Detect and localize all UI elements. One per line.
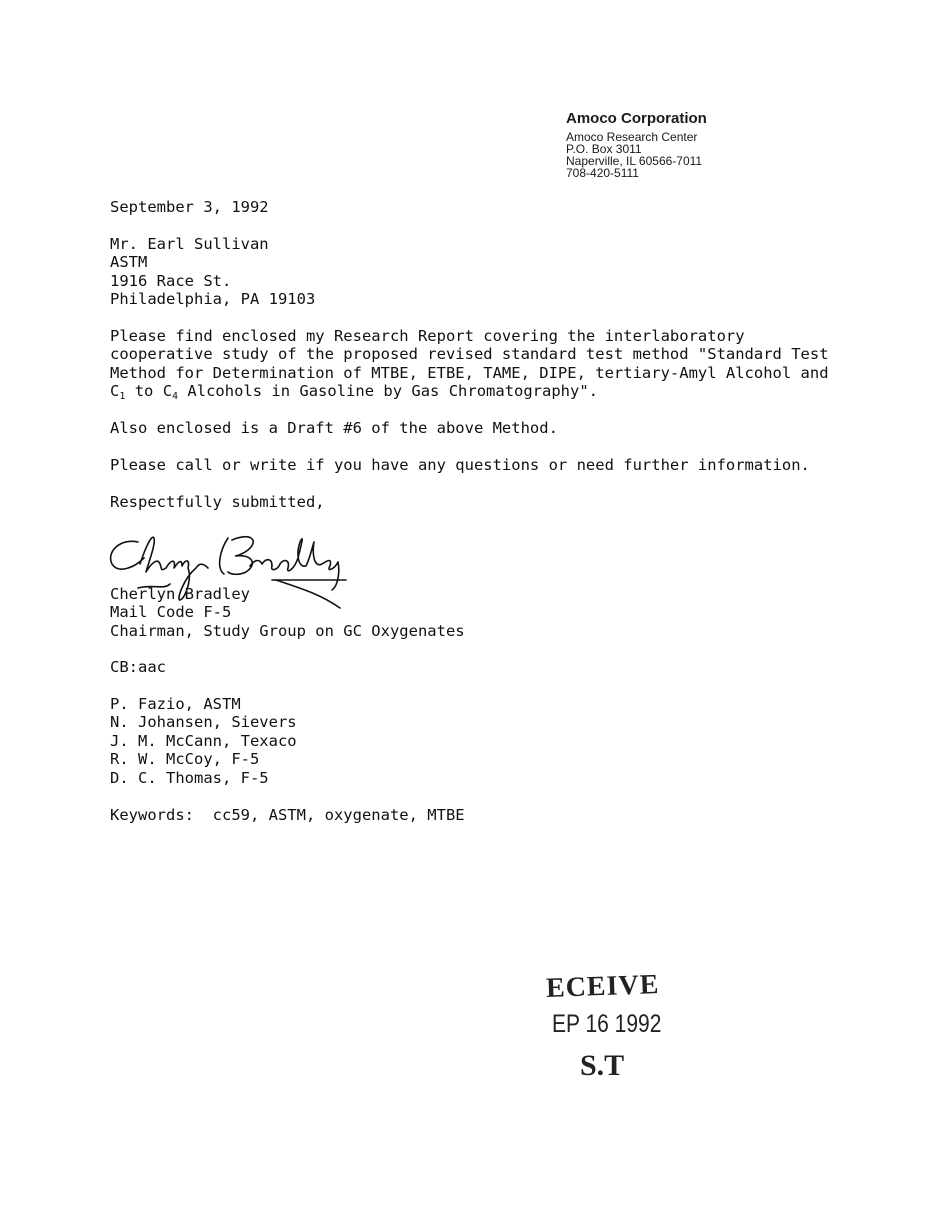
cc-item: N. Johansen, Sievers bbox=[110, 713, 297, 732]
closing: Respectfully submitted, bbox=[110, 493, 325, 511]
letter-date: September 3, 1992 bbox=[110, 198, 269, 216]
keywords: Keywords: cc59, ASTM, oxygenate, MTBE bbox=[110, 806, 465, 824]
to-c4-text: to C bbox=[125, 382, 173, 401]
body-paragraph-1 bbox=[110, 327, 850, 401]
letterhead-address-line: Amoco Research Center bbox=[566, 130, 698, 144]
sender-title: Chairman, Study Group on GC Oxygenates bbox=[110, 621, 465, 640]
cc-item: P. Fazio, ASTM bbox=[110, 695, 241, 713]
c1-letter: C bbox=[110, 382, 120, 401]
recipient-city: Philadelphia, PA 19103 bbox=[110, 290, 316, 309]
body-line-rest: Alcohols in Gasoline by Gas Chromatography". bbox=[178, 382, 599, 401]
body-paragraph-2: Also enclosed is a Draft #6 of the above Method. bbox=[110, 419, 558, 437]
cc-list bbox=[110, 695, 850, 787]
c4-subscript: 4 bbox=[172, 391, 179, 403]
recipient-name: Mr. Earl Sullivan bbox=[110, 235, 269, 253]
letterhead-address-line: P.O. Box 3011 bbox=[566, 142, 642, 156]
body-paragraph-3: Please call or write if you have any questions or need further information. bbox=[110, 456, 810, 474]
sender-block bbox=[110, 585, 850, 640]
c1-subscript: 1 bbox=[119, 391, 126, 403]
typist-initials: CB:aac bbox=[110, 658, 166, 676]
letterhead-phone: 708-420-5111 bbox=[566, 166, 639, 180]
recipient-street: 1916 Race St. bbox=[110, 271, 232, 290]
stamp-received: ECEIVE bbox=[545, 969, 660, 1004]
stamp-date: EP 16 1992 bbox=[552, 1010, 662, 1039]
body-line: Method for Determination of MTBE, ETBE, TAME, DIPE, tertiary-Amyl Alcohol and bbox=[110, 363, 829, 382]
sender-mail-code: Mail Code F-5 bbox=[110, 603, 232, 622]
recipient-address bbox=[110, 235, 850, 309]
cc-item: R. W. McCoy, F-5 bbox=[110, 750, 260, 769]
stamp-org: S.T bbox=[580, 1049, 625, 1082]
recipient-org: ASTM bbox=[110, 253, 148, 272]
letterhead-address-line: Naperville, IL 60566-7011 bbox=[566, 154, 703, 168]
body-line: Please find enclosed my Research Report covering the interlaboratory bbox=[110, 327, 745, 345]
body-line bbox=[110, 382, 850, 403]
cc-item: J. M. McCann, Texaco bbox=[110, 731, 297, 750]
letterhead-company: Amoco Corporation bbox=[566, 110, 707, 127]
sender-name: Cherlyn Bradley bbox=[110, 585, 250, 603]
body-line: cooperative study of the proposed revised standard test method "Standard Test bbox=[110, 345, 829, 364]
letterhead bbox=[566, 110, 707, 179]
cc-item: D. C. Thomas, F-5 bbox=[110, 768, 269, 787]
